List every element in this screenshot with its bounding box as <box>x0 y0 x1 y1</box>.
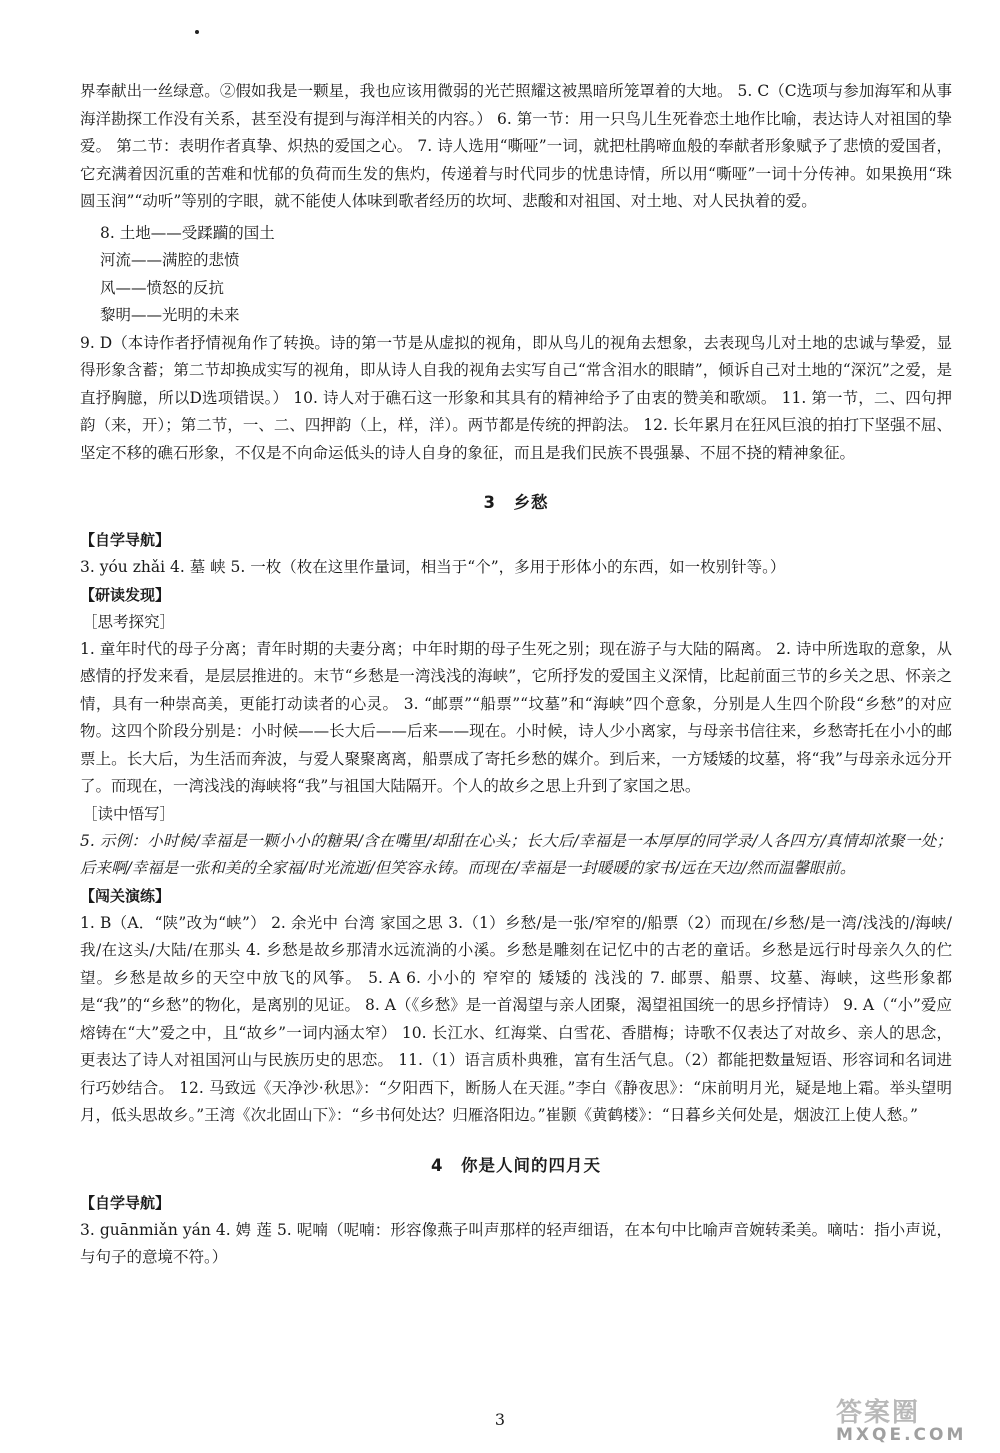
intro-paragraph-1: 界奉献出一丝绿意。②假如我是一颗星，我也应该用微弱的光芒照耀这被黑暗所笼罩着的大地。 5. C（C选项与参加海军和从事海洋勘探工作没有关系，甚至没有提到与海洋相关的内容。） 6. 第一节：用一只鸟儿生死眷恋土地作比喻，表达诗人对祖国的挚爱。 第二节：表明作者真挚、炽热的爱国之心。 7. 诗人选用“嘶哑”一词，就把杜鹃啼血般的奉献者形象赋予了悲愤的爱国者，它充满着因沉重的苦难和忧郁的负荷而生发的焦灼，传递着与时代同步的忧患诗情，所以用“嘶哑”一词十分传神。如果换用“珠圆玉润”“动听”等别的字眼，就不能使人体味到歌者经历的坎坷、悲酸和对祖国、对土地、对人民执着的爱。 <box>80 82 952 210</box>
section-3-chuangguan-label: 【闯关演练】 <box>80 886 171 905</box>
section-3-sikao-label: ［思考探究］ <box>82 612 176 631</box>
section-4-title: 4 你是人间的四月天 <box>431 1155 601 1175</box>
section-3-chuangguan-text: 1. B（A．“陕”改为“峡”） 2. 余光中 台湾 家国之思 3.（1）乡愁/是一张/窄窄的/船票（2）而现在/乡愁/是一湾/浅浅的/海峡/我/在这头/大陆/在那头 4. 乡愁是故乡那清水远流淌的小溪。乡愁是雕刻在记忆中的古老的童话。乡愁是远行时母亲久久的伫望。乡愁是故乡的天空中放飞的风筝。 5. A 6. 小小的 窄窄的 矮矮的 浅浅的 7. 邮票、船票、坟墓、海峡，这些形象都是“我”的“乡愁”的物化，是离别的见证。 8. A（《乡愁》是一首渴望与亲人团聚，渴望祖国统一的思乡抒情诗） 9. A（“小”爱应熔铸在“大”爱之中，且“故乡”一词内涵太窄） 10. 长江水、红海棠、白雪花、香腊梅；诗歌不仅表达了对故乡、亲人的思念，更表达了诗人对祖国河山与民族历史的思恋。 11.（1）语言质朴典雅，富有生活气息。（2）都能把数量短语、形容词和名词进行巧妙结合。 12. 马致远《天净沙·秋思》：“夕阳西下，断肠人在天涯。”李白《静夜思》：“床前明月光，疑是地上霜。举头望明月，低头思故乡。”王湾《次北固山下》：“乡书何处达？归雁洛阳边。”崔颢《黄鹤楼》：“日暮乡关何处是，烟波江上使人愁。” <box>80 913 952 1124</box>
imagery-item-1: 8. 土地——受蹂躏的国土 <box>100 223 275 242</box>
imagery-item-4: 黎明——光明的未来 <box>100 306 240 324</box>
imagery-item-3: 风——愤怒的反抗 <box>100 278 225 297</box>
section-3-zixue-label: 【自学导航】 <box>80 531 171 549</box>
section-4-zixue-label: 【自学导航】 <box>80 1193 171 1212</box>
imagery-list <box>80 220 952 330</box>
answer-content <box>80 78 952 1272</box>
section-3-sikao-text: 1. 童年时代的母子分离；青年时期的夫妻分离；中年时期的母子生死之别；现在游子与大陆的隔离。 2. 诗中所选取的意象，从感情的抒发来看，是层层推进的。末节“乡愁是一湾浅浅的海峡”，它所抒发的爱国主义深情，比起前面三节的乡关之思、怀亲之情，具有一种崇高美，更能打动读者的心灵。 3. “邮票”“船票”“坟墓”和“海峡”四个意象，分别是人生四个阶段“乡愁”的对应物。这四个阶段分别是：小时候——长大后——后来——现在。小时候，诗人少小离家，与母亲书信往来，乡愁寄托在小小的邮票上。长大后，为生活而奔波，与爱人聚聚离离，船票成了寄托乡愁的媒介。到后来，一方矮矮的坟墓，将“我”与母亲永远分开了。而现在，一湾浅浅的海峡将“我”与祖国大陆隔开。个人的故乡之思上升到了家国之思。 <box>80 639 952 795</box>
section-4-zixue-text: 3. guānmiǎn yán 4. 娉 莲 5. 呢喃（呢喃：形容像燕子叫声那样的轻声细语，在本句中比喻声音婉转柔美。嘀咕：指小声说，与句子的意境不符。） <box>80 1220 952 1266</box>
section-3-zixue-text: 3. yóu zhǎi 4. 墓 峡 5. 一枚（枚在这里作量词，相当于“个”，多用于形体小的东西，如一枚别针等。） <box>80 558 786 576</box>
imagery-item-2: 河流——满腔的悲愤 <box>100 251 240 269</box>
watermark-url: MXQE.COM <box>836 1425 967 1445</box>
print-dot <box>195 30 199 34</box>
page-number: 3 <box>494 1410 506 1429</box>
section-3-yandu-label: 【研读发现】 <box>80 585 171 604</box>
section-3-duzhong-label: ［读中悟写］ <box>82 804 176 823</box>
section-3-title: 3 乡愁 <box>483 493 549 512</box>
intro-paragraph-2: 9. D（本诗作者抒情视角作了转换。诗的第一节是从虚拟的视角，即从鸟儿的视角去想象，去表现鸟儿对土地的忠诚与挚爱，显得形象含蓄；第二节却换成实写的视角，即从诗人自我的视角去实写自己“常含泪水的眼睛”，倾诉自己对土地的“深沉”之爱，是直抒胸臆，所以D选项错误。） 10. 诗人对于礁石这一形象和其具有的精神给予了由衷的赞美和歌颂。 11. 第一节，二、四句押韵（来，开）；第二节，一、二、四押韵（上，样，洋）。两节都是传统的押韵法。 12. 长年累月在狂风巨浪的拍打下坚强不屈、坚定不移的礁石形象，不仅是不向命运低头的诗人自身的象征，而且是我们民族不畏强暴、不屈不挠的精神象征。 <box>80 333 952 462</box>
watermark-logo-text: 答案圈 <box>836 1398 921 1428</box>
section-3-duzhong-text: 5. 示例：小时候/幸福是一颗小小的糖果/含在嘴里/却甜在心头；长大后/幸福是一本厚厚的同学录/人各四方/真情却浓聚一处；后来啊/幸福是一张和美的全家福/时光流逝/但笑容永铸。而现在/幸福是一封暖暖的家书/远在天边/然而温馨眼前。 <box>80 831 952 877</box>
site-watermark <box>836 1392 986 1448</box>
